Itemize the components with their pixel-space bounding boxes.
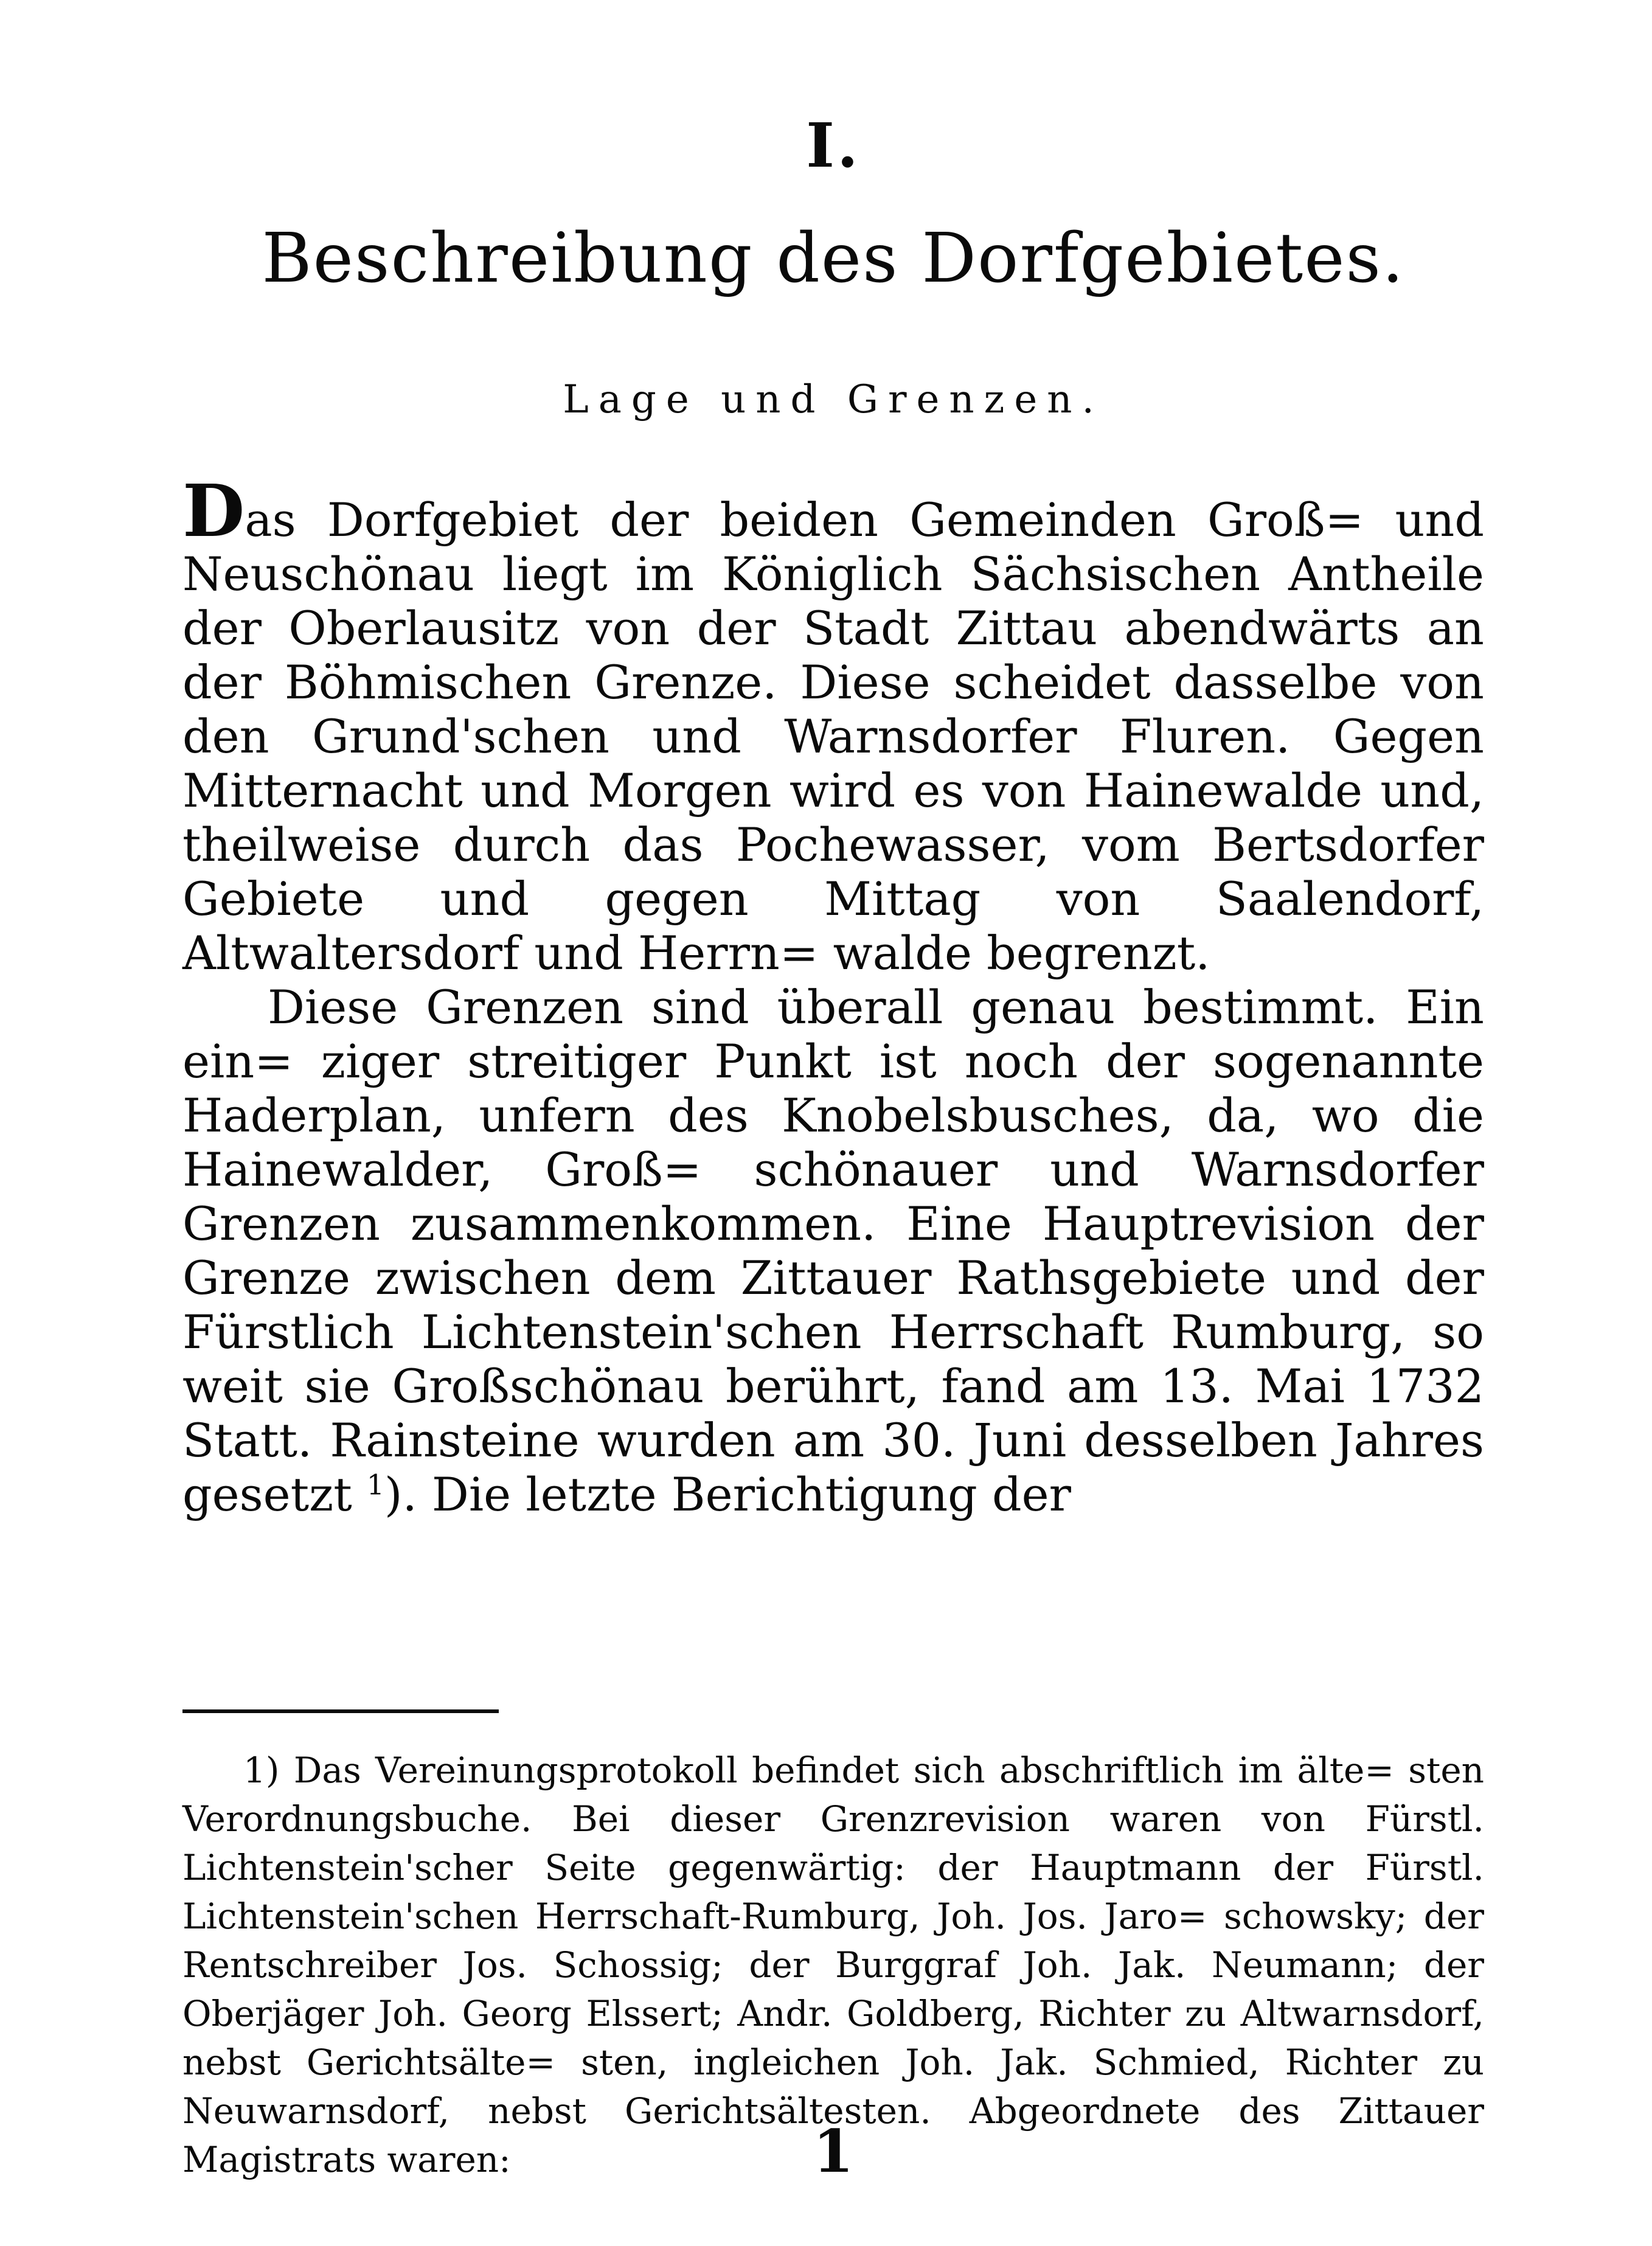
paragraph-1	[182, 468, 1484, 980]
paragraph-2-text: Diese Grenzen sind überall genau bestimmt. Ein ein= ziger streitiger Punkt ist noch der sogenannte Haderplan, unfern des Knobelsbusches, da, wo die Hainewalder, Groß= schönauer und Warnsdorfer Grenzen zusammenkommen. Eine Hauptrevision der Grenze zwischen dem Zittauer Rathsgebiete und der Fürstlich Lichtenstein'schen Herrschaft Rumburg, so weit sie Großschönau berührt, fand am 13. Mai 1732 Statt. Rainsteine wurden am 30. Juni desselben Jahres gesetzt	[182, 980, 1484, 1521]
book-page	[182, 91, 1484, 2208]
chapter-number: I.	[806, 110, 861, 181]
section-heading: Lage und Grenzen.	[563, 377, 1104, 422]
chapter-title: Beschreibung des Dorfgebietes.	[262, 219, 1405, 298]
body-text	[182, 468, 1484, 1521]
footnote-divider	[182, 1709, 499, 1713]
footnote-text: Das Vereinungsprotokoll befindet sich abschriftlich im älte= sten Verordnungsbuche. Bei dieser Grenzrevision waren von Fürstl. Lichtenstein'scher Seite gegenwärtig: der Hauptmann der Fürstl. Lichtenstein'schen Herrschaft-Rumburg, Joh. Jos. Jaro= schowsky; der Rentschreiber Jos. Schossig; der Burggraf Joh. Jak. Neumann; der Oberjäger Joh. Georg Elssert; Andr. Goldberg, Richter zu Altwarnsdorf, nebst Gerichtsälte= sten, ingleichen Joh. Jak. Schmied, Richter zu Neuwarnsdorf, nebst Gerichtsältesten. Abgeordnete des Zittauer Magistrats waren:	[182, 1750, 1485, 2180]
paragraph-2-continuation: ). Die letzte Berichtigung der	[384, 1467, 1071, 1521]
footnote-marker: 1)	[243, 1750, 280, 1791]
paragraph-2	[182, 980, 1484, 1521]
footnote-reference: 1	[366, 1469, 384, 1501]
page-number: 1	[813, 2117, 854, 2186]
paragraph-1-text: as Dorfgebiet der beiden Gemeinden Groß= und Neuschönau liegt im Königlich Sächsischen Antheile der Oberlausitz von der Stadt Zittau abendwärts an der Böhmischen Grenze. Diese scheidet dasselbe von den Grund'schen und Warnsdorfer Fluren. Gegen Mitternacht und Morgen wird es von Hainewalde und, theilweise durch das Pochewasser, vom Bertsdorfer Gebiete und gegen Mittag von Saalendorf, Altwaltersdorf und Herrn= walde begrenzt.	[182, 493, 1484, 980]
drop-initial: D	[182, 468, 245, 553]
